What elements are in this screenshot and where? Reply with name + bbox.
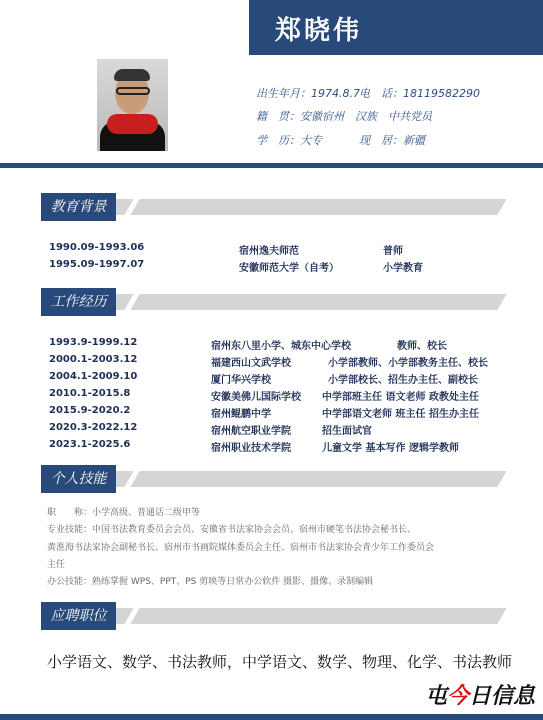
work-date: 2000.1-2003.12 <box>49 354 138 365</box>
work-header <box>41 288 502 316</box>
profile-photo <box>97 59 168 151</box>
education-title: 教育背景 <box>41 193 116 221</box>
skill-line: 主任 <box>47 560 66 570</box>
work-org: 厦门华兴学校 <box>211 375 271 386</box>
skills-title: 个人技能 <box>41 465 116 493</box>
education-major: 小学教育 <box>383 263 423 274</box>
education-date: 1990.09-1993.06 <box>49 242 145 253</box>
skill-line: 职 称：小学高级、普通话二级甲等 <box>47 508 201 518</box>
skill-line: 专业技能：中国书法教育委员会会员、安徽省书法家协会会员、宿州市硬笔书法协会秘书长、 <box>47 525 417 535</box>
top-divider <box>0 163 543 168</box>
education-level: 学 历：大专 <box>256 134 322 147</box>
name-banner <box>249 0 543 55</box>
work-role: 招生面试官 <box>322 426 372 437</box>
apply-header <box>41 602 502 630</box>
work-date: 1993.9-1999.12 <box>49 337 138 348</box>
work-date: 2020.3-2022.12 <box>49 422 138 433</box>
work-role: 小学部教师、小学部教务主任、校长 <box>328 358 488 369</box>
education-school: 安徽师范大学（自考） <box>239 263 339 274</box>
phone: 电 话：18119582290 <box>359 87 480 100</box>
work-org: 宿州航空职业学院 <box>211 426 291 437</box>
work-org: 福建西山文武学校 <box>211 358 291 369</box>
work-role: 儿童文学 基本写作 逻辑学教师 <box>322 443 459 454</box>
education-header <box>41 193 502 221</box>
work-org: 宿州职业技术学院 <box>211 443 291 454</box>
apply-title: 应聘职位 <box>41 602 116 630</box>
candidate-name: 郑晓伟 <box>275 16 363 46</box>
education-school: 宿州逸夫师范 <box>239 246 299 257</box>
work-role: 小学部校长、招生办主任、副校长 <box>328 375 478 386</box>
skill-line: 黄淮海书法家协会副秘书长、宿州市书画院媒体委员会主任、宿州市书法家协会青少年工作委员会 <box>47 543 435 553</box>
current-residence: 现 居：新疆 <box>359 134 425 147</box>
work-date: 2010.1-2015.8 <box>49 388 131 399</box>
work-org: 宿州东八里小学、城东中心学校 <box>211 341 351 352</box>
work-org: 安徽美佛儿国际学校 <box>211 392 301 403</box>
work-role: 中学部班主任 语文老师 政教处主任 <box>322 392 479 403</box>
education-major: 普师 <box>383 246 403 257</box>
applied-positions: 小学语文、数学、书法教师，中学语文、数学、物理、化学、书法教师 <box>47 653 513 671</box>
work-title: 工作经历 <box>41 288 116 316</box>
work-date: 2015.9-2020.2 <box>49 405 131 416</box>
work-date: 2004.1-2009.10 <box>49 371 138 382</box>
work-role: 中学部语文老师 班主任 招生办主任 <box>322 409 479 420</box>
work-role: 教师、校长 <box>397 341 447 352</box>
skill-line: 办公技能：熟练掌握 WPS、PPT、PS 剪映等日常办公软件 摄影、摄像、录制编辑 <box>47 577 374 587</box>
birth-date: 出生年月：1974.8.7 <box>256 87 360 100</box>
watermark-logo: 屯今日信息 <box>424 684 535 709</box>
work-date: 2023.1-2025.6 <box>49 439 131 450</box>
skills-header <box>41 465 502 493</box>
education-date: 1995.09-1997.07 <box>49 259 145 270</box>
work-org: 宿州鲲鹏中学 <box>211 409 271 420</box>
bottom-divider <box>0 714 543 720</box>
native-place: 籍 贯：安徽宿州 汉族 中共党员 <box>256 110 432 123</box>
